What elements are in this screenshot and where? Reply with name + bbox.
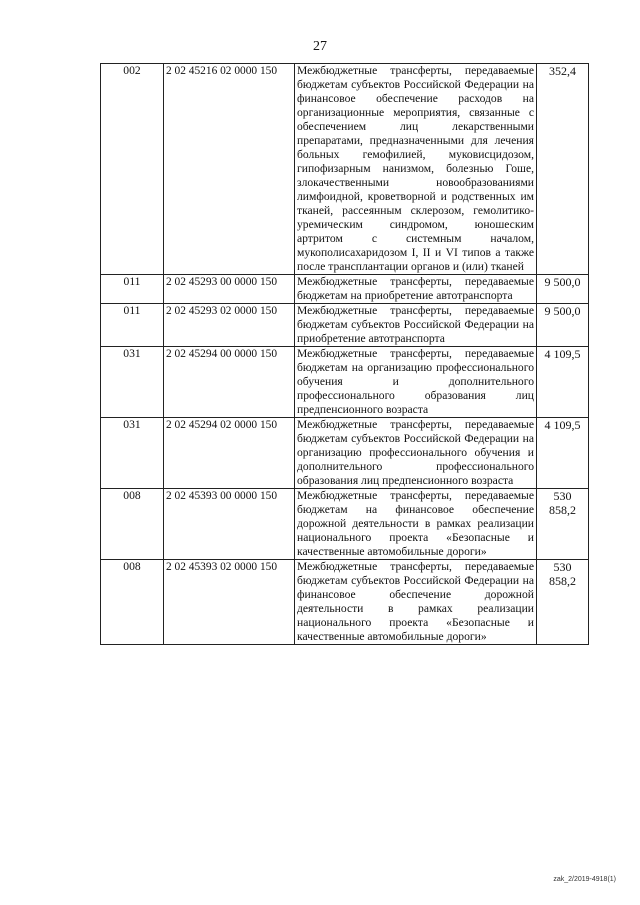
budget-table [100, 63, 589, 645]
table-row [101, 304, 589, 347]
table-row [101, 64, 589, 275]
revenue-code-cell: 2 02 45393 00 0000 150 [164, 489, 295, 560]
revenue-name-cell: Межбюджетные трансферты, передаваемые бюджетам на финансовое обеспечение дорожной деятельности в рамках реализации национального проекта «Безопасные и качественные автомобильные дороги» [295, 489, 537, 560]
amount-cell: 530 858,2 [537, 560, 589, 645]
revenue-code-cell: 2 02 45294 00 0000 150 [164, 347, 295, 418]
page-number: 27 [313, 39, 327, 54]
revenue-name-cell: Межбюджетные трансферты, передаваемые бюджетам субъектов Российской Федерации на финансовое обеспечение расходов на организационные мероприятия, связанные с обеспечением лиц лекарственными препаратами, предназначенными для лечения больных гемофилией, муковисцидозом, гипофизарным нанизмом, болезнью Гоше, злокачественными новообразованиями лимфоидной, кроветворной и родственных им тканей, рассеянным склерозом, гемолитико-уремическим синдромом, юношеским артритом с системным началом, мукополисахаридозом I, II и VI типов а также после трансплантации органов и (или) тканей [295, 64, 537, 275]
revenue-code-cell: 2 02 45294 02 0000 150 [164, 418, 295, 489]
revenue-name-cell: Межбюджетные трансферты, передаваемые бюджетам субъектов Российской Федерации на финансовое обеспечение дорожной деятельности в рамках реализации национального проекта «Безопасные и качественные автомобильные дороги» [295, 560, 537, 645]
revenue-name-cell: Межбюджетные трансферты, передаваемые бюджетам субъектов Российской Федерации на приобретение автотранспорта [295, 304, 537, 347]
revenue-name-cell: Межбюджетные трансферты, передаваемые бюджетам субъектов Российской Федерации на организацию профессионального обучения и дополнительного профессионального образования лиц предпенсионного возраста [295, 418, 537, 489]
revenue-name-cell: Межбюджетные трансферты, передаваемые бюджетам на организацию профессионального обучения и дополнительного профессионального образования лиц предпенсионного возраста [295, 347, 537, 418]
table-row [101, 275, 589, 304]
admin-code-cell: 011 [101, 275, 164, 304]
amount-cell: 4 109,5 [537, 418, 589, 489]
revenue-code-cell: 2 02 45216 02 0000 150 [164, 64, 295, 275]
amount-cell: 530 858,2 [537, 489, 589, 560]
amount-cell: 352,4 [537, 64, 589, 275]
table-row [101, 347, 589, 418]
admin-code-cell: 011 [101, 304, 164, 347]
table-row [101, 560, 589, 645]
admin-code-cell: 031 [101, 347, 164, 418]
document-footer-code: zak_2/2019-4918(1) [553, 876, 616, 883]
admin-code-cell: 002 [101, 64, 164, 275]
amount-cell: 4 109,5 [537, 347, 589, 418]
amount-cell: 9 500,0 [537, 275, 589, 304]
table-row [101, 418, 589, 489]
table-row [101, 489, 589, 560]
admin-code-cell: 008 [101, 489, 164, 560]
admin-code-cell: 008 [101, 560, 164, 645]
revenue-name-cell: Межбюджетные трансферты, передаваемые бюджетам на приобретение автотранспорта [295, 275, 537, 304]
admin-code-cell: 031 [101, 418, 164, 489]
amount-cell: 9 500,0 [537, 304, 589, 347]
revenue-code-cell: 2 02 45293 02 0000 150 [164, 304, 295, 347]
revenue-code-cell: 2 02 45393 02 0000 150 [164, 560, 295, 645]
revenue-code-cell: 2 02 45293 00 0000 150 [164, 275, 295, 304]
